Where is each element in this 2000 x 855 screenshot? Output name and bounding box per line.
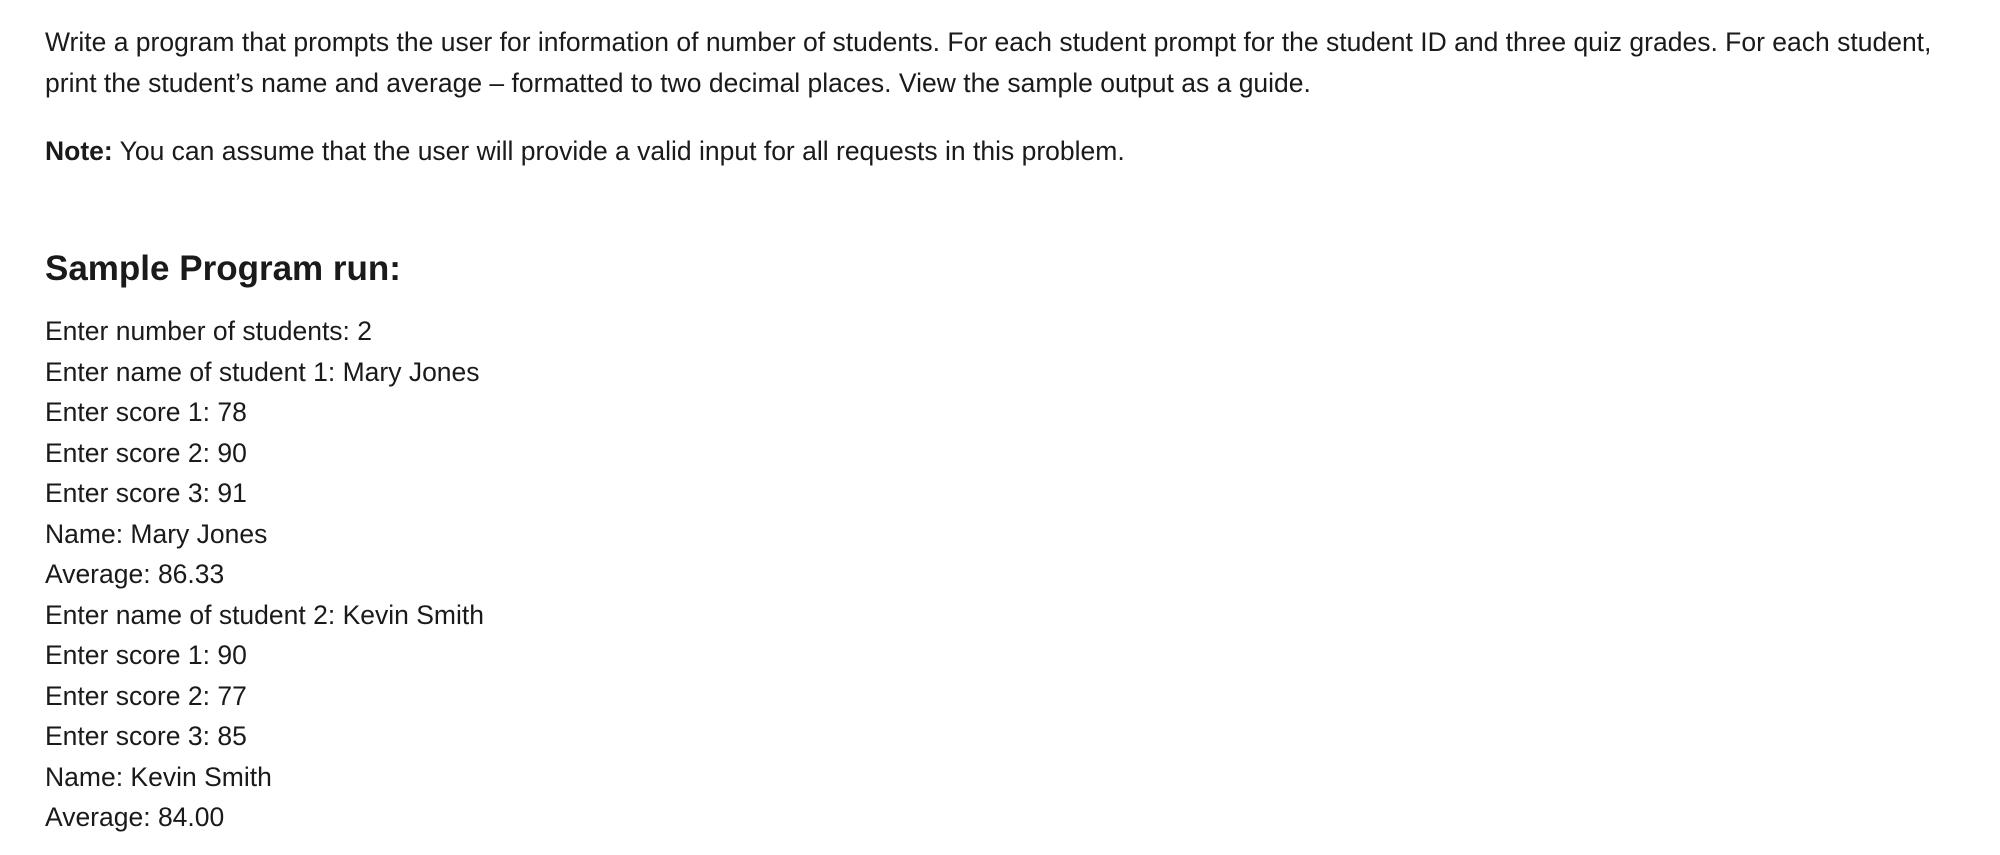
sample-line: Enter score 1: 90 [45,640,247,670]
sample-line: Average: 86.33 [45,559,225,589]
sample-line: Enter score 2: 77 [45,680,247,711]
sample-line: Name: Mary Jones [45,518,268,549]
sample-line: Enter score 3: 91 [45,478,247,508]
sample-line: Enter number of students: 2 [45,316,373,346]
document-page [45,0,1975,838]
note-label: Note: [45,136,113,166]
sample-line: Enter name of student 1: Mary Jones [45,356,480,387]
sample-line: Enter score 1: 78 [45,397,247,427]
sample-line: Enter name of student 2: Kevin Smith [45,599,484,630]
sample-line: Enter score 2: 90 [45,437,247,468]
sample-output-list [45,311,1975,838]
sample-line: Average: 84.00 [45,802,225,832]
sample-program-title: Sample Program run: [45,249,401,288]
sample-line: Name: Kevin Smith [45,761,272,792]
sample-line: Enter score 3: 85 [45,721,247,751]
note-paragraph [45,131,1975,172]
note-text: You can assume that the user will provide a valid input for all requests in this problem. [112,136,1125,166]
problem-statement: Write a program that prompts the user for information of number of students. For each student prompt for the student ID and three quiz grades. For each student, print the student’s name and average – formatted to two decimal places. View the sample output as a guide. [45,27,1932,98]
